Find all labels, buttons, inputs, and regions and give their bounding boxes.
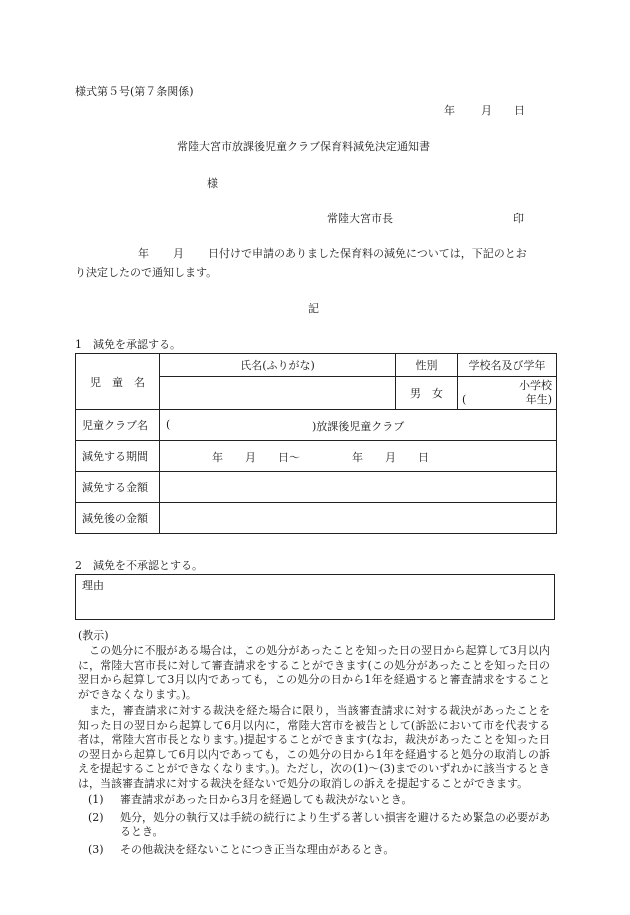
period-from: 年 月 日～	[212, 451, 300, 464]
club-suffix: )放課後児童クラブ	[312, 420, 405, 433]
reason-label: 理由	[82, 579, 104, 592]
notice-body	[78, 644, 550, 857]
item-text: その他裁決を経ないことにつき正当な理由があるとき。	[120, 842, 395, 856]
child-name-cell[interactable]	[160, 377, 396, 410]
club-label: 児童クラブ名	[76, 410, 160, 441]
period-label: 減免する期間	[76, 441, 160, 472]
intro-line-1: 日付けで申請のありました保育料の減免については，下記のとお	[208, 247, 527, 260]
after-amount-cell[interactable]	[160, 503, 557, 534]
date-month-label: 月	[481, 104, 492, 117]
item-number: (2)	[88, 810, 104, 824]
intro-line-2: り決定したので通知します。	[75, 266, 218, 279]
reason-box[interactable]	[75, 574, 555, 620]
item-number: (3)	[88, 842, 104, 856]
date-day-label: 日	[514, 104, 525, 117]
issuer-name: 常陸大宮市長	[327, 212, 393, 225]
notice-paragraph-1: この処分に不服がある場合は，この処分があったことを知った日の翌日から起算して3月以内に，常陸大宮市長に対して審査請求をすることができます(この処分があったことを知った日の翌日から起算して3月以内であっても，この処分の日から1年を経過すると審査請求をすることができなくなります。)。	[78, 644, 550, 701]
notice-heading: (教示)	[78, 629, 109, 642]
child-name-label: 児 童 名	[76, 354, 160, 410]
grade-open-paren: (	[462, 393, 467, 406]
school-suffix: 小学校	[519, 379, 552, 392]
school-header: 学校名及び学年	[458, 354, 557, 377]
after-amount-label: 減免後の金額	[76, 503, 160, 534]
school-cell[interactable]	[458, 377, 557, 410]
name-header: 氏名(ふりがな)	[160, 354, 396, 377]
gender-cell[interactable]: 男 女	[396, 377, 458, 410]
grade-suffix: 年生)	[525, 393, 552, 406]
amount-cell[interactable]	[160, 472, 557, 503]
document-title: 常陸大宮市放課後児童クラブ保育料減免決定通知書	[177, 140, 430, 153]
item-text: 審査請求があった日から3月を経過しても裁決がないとき。	[120, 793, 413, 806]
intro-year: 年	[138, 247, 149, 260]
notice-item-1	[78, 793, 550, 808]
club-cell[interactable]	[160, 410, 557, 441]
section-1-heading: 1 減免を承認する。	[75, 338, 181, 351]
form-number: 様式第５号(第７条関係)	[75, 85, 194, 98]
notice-item-2	[78, 811, 550, 840]
date-year-label: 年	[444, 104, 455, 117]
notice-item-3	[78, 843, 550, 858]
section-2-heading: 2 減免を不承認とする。	[75, 559, 203, 572]
intro-month: 月	[173, 247, 184, 260]
addressee-suffix: 様	[207, 177, 218, 190]
item-text: 処分，処分の執行又は手続の続行により生ずる著しい損害を避けるため緊急の必要があるとき。	[120, 810, 550, 838]
ki-label: 記	[308, 302, 319, 315]
notice-paragraph-2: また，審査請求に対する裁決を経た場合に限り，当該審査請求に対する裁決があったことを知った日の翌日から起算して6月以内に，常陸大宮市を被告として(訴訟において市を代表する者は，常陸大宮市長となります。)提起することができます(なお，裁決があったことを知った日の翌日から起算して6月以内であっても，この処分の日から1年を経過すると処分の取消しの訴えを提起することができなくなります。)。ただし，次の(1)～(3)までのいずれかに該当するときは，当該審査請求に対する裁決を経ないで処分の取消しの訴えを提起することができます。	[78, 704, 550, 790]
period-to: 年 月 日	[352, 451, 429, 464]
seal-mark: 印	[513, 212, 524, 225]
item-number: (1)	[88, 793, 104, 806]
gender-header: 性別	[396, 354, 458, 377]
amount-label: 減免する金額	[76, 472, 160, 503]
period-cell[interactable]	[160, 441, 557, 472]
approval-table	[75, 353, 557, 534]
club-open-paren: (	[166, 418, 171, 431]
